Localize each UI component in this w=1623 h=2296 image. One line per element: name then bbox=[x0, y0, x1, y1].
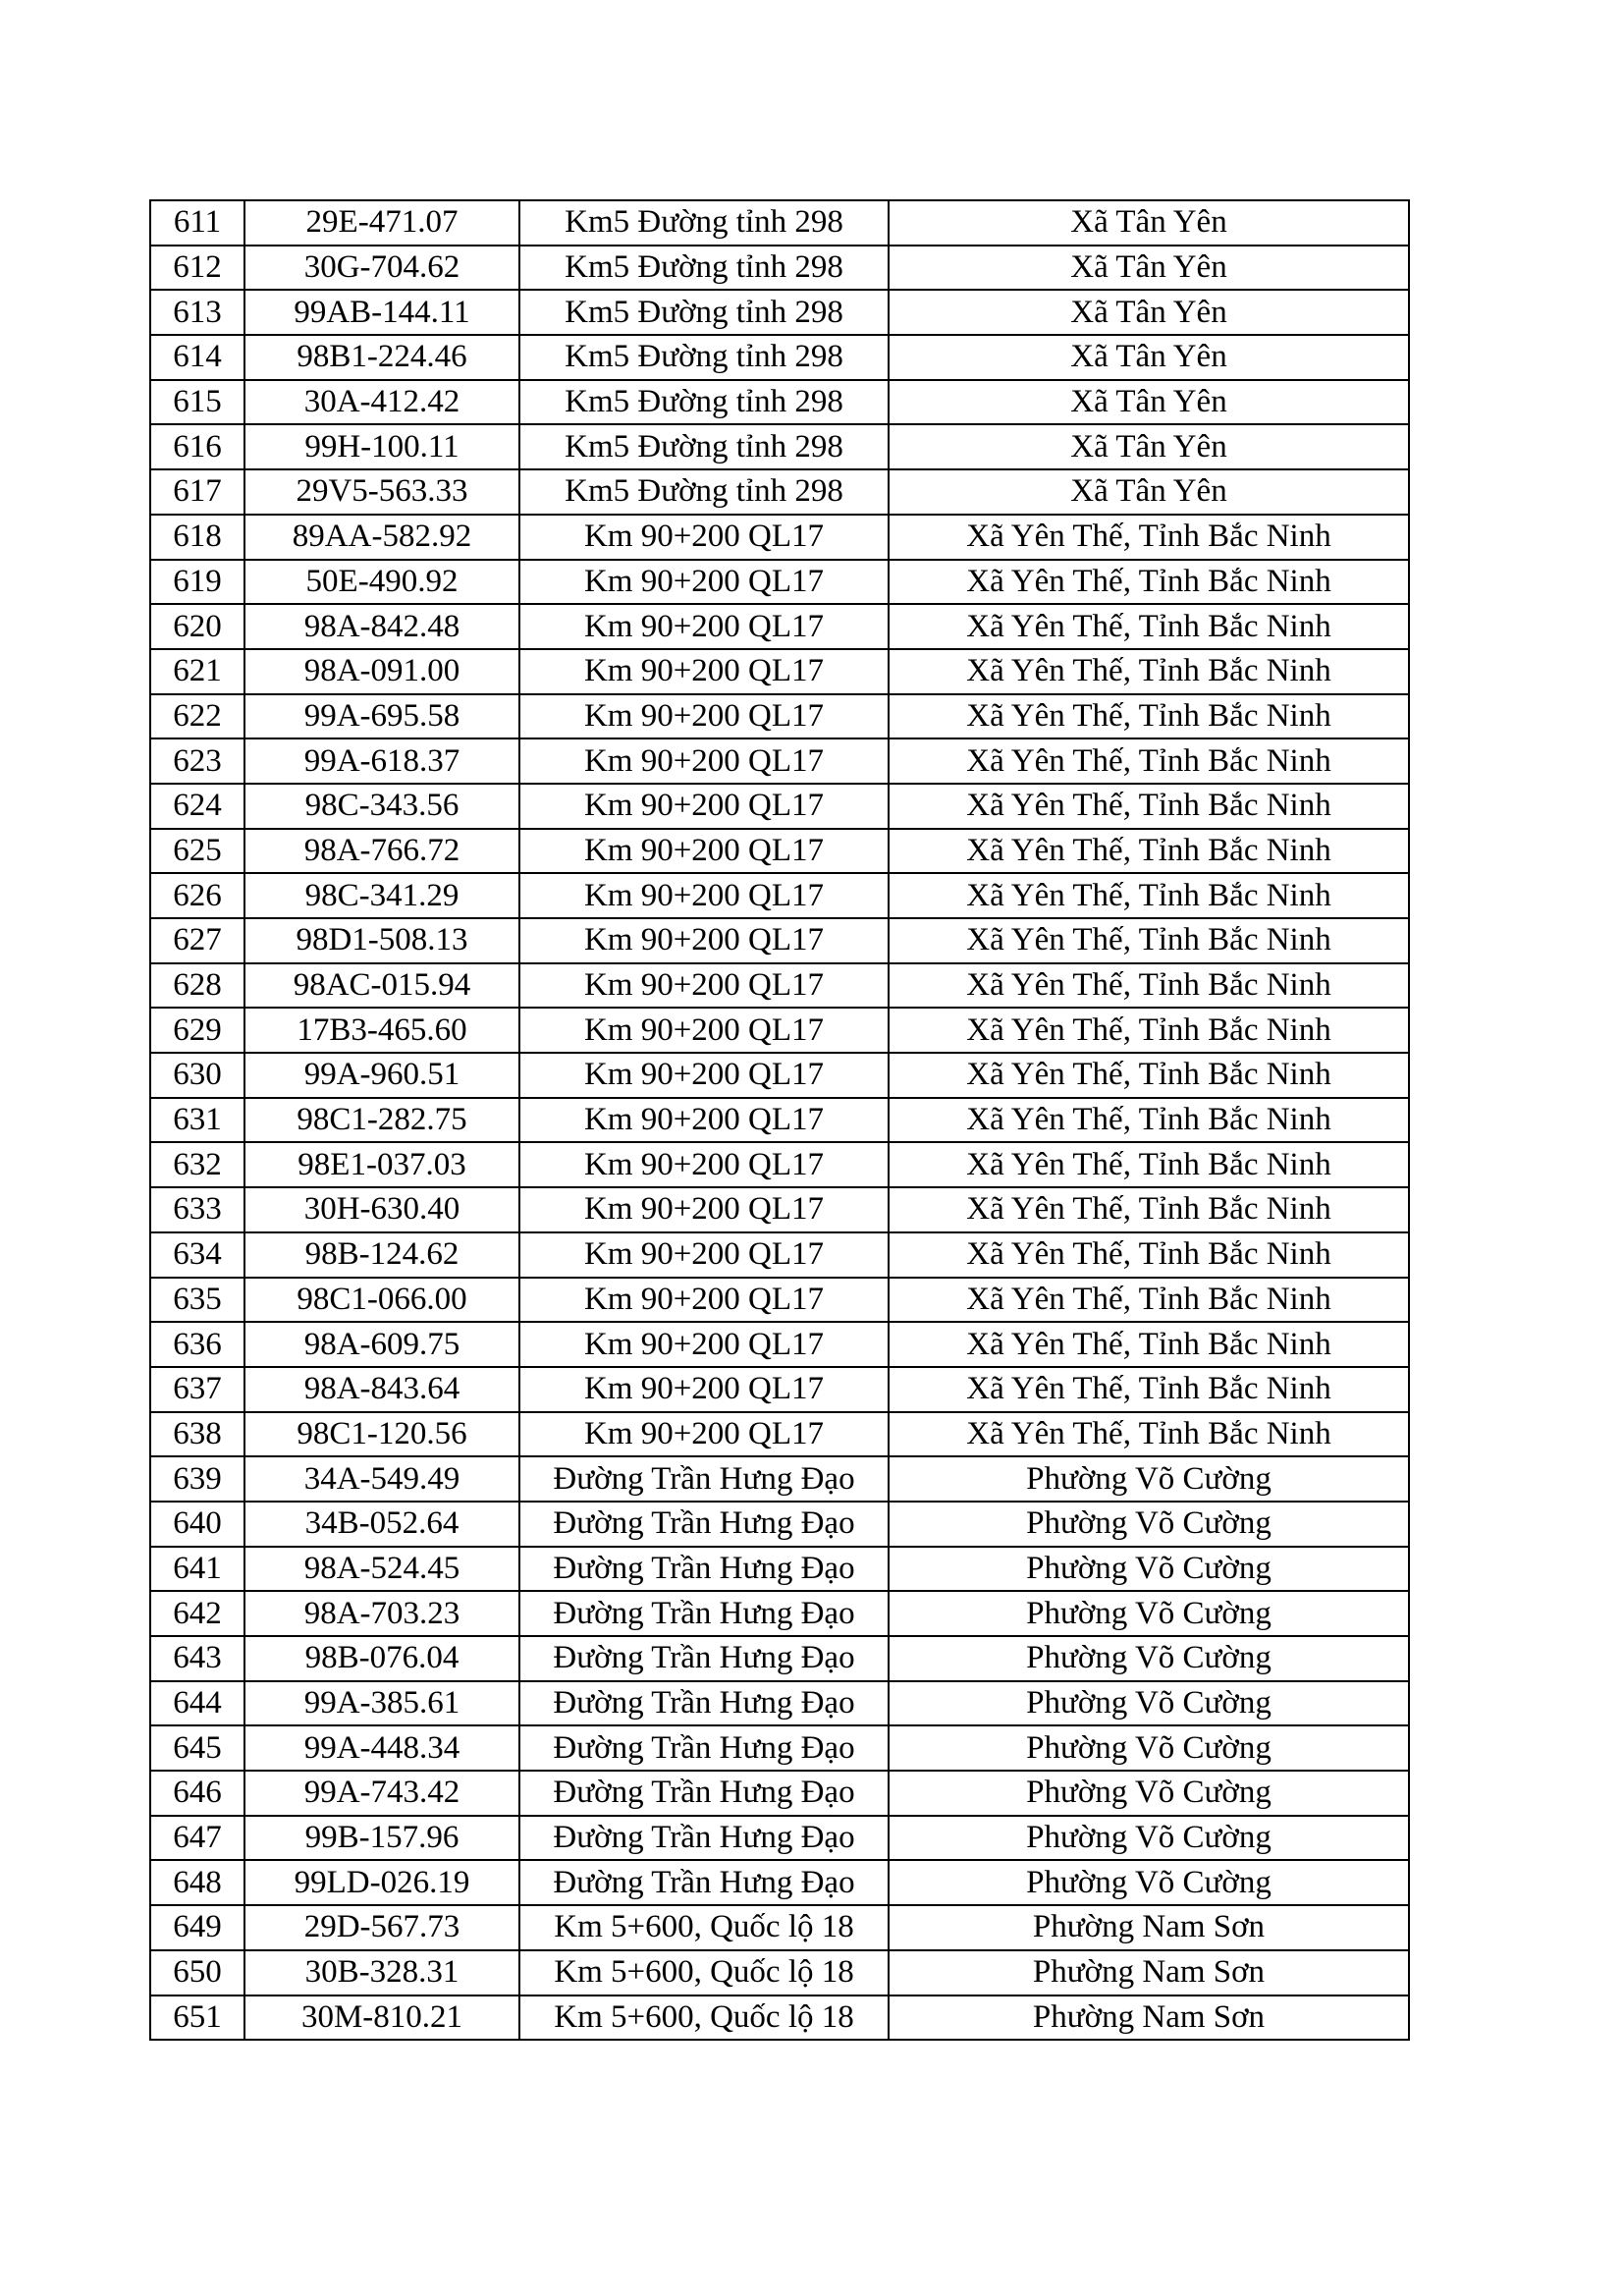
row-number-cell: 612 bbox=[150, 246, 244, 291]
table-row bbox=[150, 1681, 1409, 1726]
location-cell: Km5 Đường tỉnh 298 bbox=[519, 200, 889, 246]
table-row bbox=[150, 829, 1409, 874]
license-plate-cell: 30H-630.40 bbox=[244, 1187, 519, 1232]
table-row bbox=[150, 290, 1409, 335]
location-cell: Km 90+200 QL17 bbox=[519, 1142, 889, 1187]
row-number-cell: 650 bbox=[150, 1950, 244, 1995]
violation-table-body bbox=[150, 200, 1409, 2040]
unit-cell: Xã Yên Thế, Tỉnh Bắc Ninh bbox=[889, 829, 1409, 874]
table-row bbox=[150, 1412, 1409, 1457]
license-plate-cell: 98E1-037.03 bbox=[244, 1142, 519, 1187]
table-row bbox=[150, 200, 1409, 246]
row-number-cell: 623 bbox=[150, 738, 244, 784]
row-number-cell: 627 bbox=[150, 918, 244, 963]
table-row bbox=[150, 694, 1409, 739]
license-plate-cell: 50E-490.92 bbox=[244, 560, 519, 605]
row-number-cell: 648 bbox=[150, 1860, 244, 1905]
unit-cell: Xã Yên Thế, Tỉnh Bắc Ninh bbox=[889, 1367, 1409, 1412]
location-cell: Km 90+200 QL17 bbox=[519, 649, 889, 694]
row-number-cell: 634 bbox=[150, 1232, 244, 1278]
location-cell: Km 5+600, Quốc lộ 18 bbox=[519, 1950, 889, 1995]
license-plate-cell: 98A-091.00 bbox=[244, 649, 519, 694]
location-cell: Km5 Đường tỉnh 298 bbox=[519, 246, 889, 291]
table-row bbox=[150, 1456, 1409, 1502]
table-row bbox=[150, 1950, 1409, 1995]
row-number-cell: 613 bbox=[150, 290, 244, 335]
table-row bbox=[150, 1187, 1409, 1232]
location-cell: Đường Trần Hưng Đạo bbox=[519, 1456, 889, 1502]
location-cell: Km 90+200 QL17 bbox=[519, 963, 889, 1009]
row-number-cell: 622 bbox=[150, 694, 244, 739]
license-plate-cell: 29D-567.73 bbox=[244, 1905, 519, 1950]
location-cell: Km 5+600, Quốc lộ 18 bbox=[519, 1905, 889, 1950]
unit-cell: Xã Yên Thế, Tỉnh Bắc Ninh bbox=[889, 1232, 1409, 1278]
unit-cell: Phường Võ Cường bbox=[889, 1502, 1409, 1547]
unit-cell: Xã Yên Thế, Tỉnh Bắc Ninh bbox=[889, 1278, 1409, 1323]
table-row bbox=[150, 604, 1409, 649]
location-cell: Km 90+200 QL17 bbox=[519, 738, 889, 784]
table-row bbox=[150, 560, 1409, 605]
row-number-cell: 644 bbox=[150, 1681, 244, 1726]
row-number-cell: 651 bbox=[150, 1995, 244, 2041]
license-plate-cell: 99H-100.11 bbox=[244, 424, 519, 469]
license-plate-cell: 99B-157.96 bbox=[244, 1816, 519, 1861]
unit-cell: Xã Yên Thế, Tỉnh Bắc Ninh bbox=[889, 1142, 1409, 1187]
unit-cell: Phường Võ Cường bbox=[889, 1547, 1409, 1592]
location-cell: Km 90+200 QL17 bbox=[519, 694, 889, 739]
location-cell: Km 90+200 QL17 bbox=[519, 515, 889, 560]
license-plate-cell: 98B-076.04 bbox=[244, 1636, 519, 1681]
violation-table bbox=[149, 199, 1410, 2041]
row-number-cell: 614 bbox=[150, 335, 244, 380]
row-number-cell: 620 bbox=[150, 604, 244, 649]
unit-cell: Xã Tân Yên bbox=[889, 335, 1409, 380]
location-cell: Đường Trần Hưng Đạo bbox=[519, 1860, 889, 1905]
license-plate-cell: 98C1-120.56 bbox=[244, 1412, 519, 1457]
location-cell: Đường Trần Hưng Đạo bbox=[519, 1771, 889, 1816]
row-number-cell: 626 bbox=[150, 873, 244, 918]
location-cell: Km 90+200 QL17 bbox=[519, 918, 889, 963]
location-cell: Km 90+200 QL17 bbox=[519, 1367, 889, 1412]
license-plate-cell: 99A-448.34 bbox=[244, 1725, 519, 1771]
license-plate-cell: 98AC-015.94 bbox=[244, 963, 519, 1009]
row-number-cell: 637 bbox=[150, 1367, 244, 1412]
row-number-cell: 621 bbox=[150, 649, 244, 694]
location-cell: Km 90+200 QL17 bbox=[519, 1322, 889, 1367]
table-row bbox=[150, 738, 1409, 784]
unit-cell: Xã Yên Thế, Tỉnh Bắc Ninh bbox=[889, 560, 1409, 605]
license-plate-cell: 98A-842.48 bbox=[244, 604, 519, 649]
location-cell: Km 90+200 QL17 bbox=[519, 1053, 889, 1098]
license-plate-cell: 17B3-465.60 bbox=[244, 1008, 519, 1053]
license-plate-cell: 30B-328.31 bbox=[244, 1950, 519, 1995]
table-row bbox=[150, 246, 1409, 291]
table-row bbox=[150, 963, 1409, 1009]
location-cell: Km 90+200 QL17 bbox=[519, 1187, 889, 1232]
row-number-cell: 629 bbox=[150, 1008, 244, 1053]
unit-cell: Phường Võ Cường bbox=[889, 1681, 1409, 1726]
row-number-cell: 617 bbox=[150, 469, 244, 515]
license-plate-cell: 98C-341.29 bbox=[244, 873, 519, 918]
unit-cell: Phường Nam Sơn bbox=[889, 1950, 1409, 1995]
table-row bbox=[150, 1771, 1409, 1816]
row-number-cell: 618 bbox=[150, 515, 244, 560]
row-number-cell: 640 bbox=[150, 1502, 244, 1547]
unit-cell: Xã Yên Thế, Tỉnh Bắc Ninh bbox=[889, 694, 1409, 739]
location-cell: Km 90+200 QL17 bbox=[519, 604, 889, 649]
table-row bbox=[150, 1232, 1409, 1278]
unit-cell: Xã Yên Thế, Tỉnh Bắc Ninh bbox=[889, 604, 1409, 649]
location-cell: Km5 Đường tỉnh 298 bbox=[519, 335, 889, 380]
row-number-cell: 635 bbox=[150, 1278, 244, 1323]
table-row bbox=[150, 784, 1409, 829]
row-number-cell: 633 bbox=[150, 1187, 244, 1232]
location-cell: Đường Trần Hưng Đạo bbox=[519, 1547, 889, 1592]
row-number-cell: 628 bbox=[150, 963, 244, 1009]
table-row bbox=[150, 335, 1409, 380]
table-row bbox=[150, 515, 1409, 560]
unit-cell: Xã Yên Thế, Tỉnh Bắc Ninh bbox=[889, 515, 1409, 560]
location-cell: Km 90+200 QL17 bbox=[519, 1008, 889, 1053]
license-plate-cell: 98A-766.72 bbox=[244, 829, 519, 874]
license-plate-cell: 99A-385.61 bbox=[244, 1681, 519, 1726]
license-plate-cell: 98B-124.62 bbox=[244, 1232, 519, 1278]
license-plate-cell: 99A-618.37 bbox=[244, 738, 519, 784]
location-cell: Km 90+200 QL17 bbox=[519, 1232, 889, 1278]
license-plate-cell: 29E-471.07 bbox=[244, 200, 519, 246]
table-row bbox=[150, 1278, 1409, 1323]
table-row bbox=[150, 1008, 1409, 1053]
license-plate-cell: 99LD-026.19 bbox=[244, 1860, 519, 1905]
unit-cell: Xã Tân Yên bbox=[889, 469, 1409, 515]
unit-cell: Phường Võ Cường bbox=[889, 1456, 1409, 1502]
row-number-cell: 619 bbox=[150, 560, 244, 605]
row-number-cell: 624 bbox=[150, 784, 244, 829]
license-plate-cell: 98A-524.45 bbox=[244, 1547, 519, 1592]
license-plate-cell: 30M-810.21 bbox=[244, 1995, 519, 2041]
unit-cell: Xã Yên Thế, Tỉnh Bắc Ninh bbox=[889, 918, 1409, 963]
unit-cell: Xã Yên Thế, Tỉnh Bắc Ninh bbox=[889, 784, 1409, 829]
unit-cell: Xã Tân Yên bbox=[889, 290, 1409, 335]
unit-cell: Xã Yên Thế, Tỉnh Bắc Ninh bbox=[889, 873, 1409, 918]
table-row bbox=[150, 918, 1409, 963]
location-cell: Đường Trần Hưng Đạo bbox=[519, 1725, 889, 1771]
unit-cell: Phường Võ Cường bbox=[889, 1816, 1409, 1861]
location-cell: Km 90+200 QL17 bbox=[519, 560, 889, 605]
license-plate-cell: 99A-695.58 bbox=[244, 694, 519, 739]
license-plate-cell: 30A-412.42 bbox=[244, 380, 519, 425]
location-cell: Đường Trần Hưng Đạo bbox=[519, 1816, 889, 1861]
table-row bbox=[150, 1816, 1409, 1861]
row-number-cell: 645 bbox=[150, 1725, 244, 1771]
location-cell: Km 90+200 QL17 bbox=[519, 1098, 889, 1143]
location-cell: Km 5+600, Quốc lộ 18 bbox=[519, 1995, 889, 2041]
table-row bbox=[150, 1322, 1409, 1367]
table-row bbox=[150, 873, 1409, 918]
table-row bbox=[150, 424, 1409, 469]
table-row bbox=[150, 1591, 1409, 1636]
table-row bbox=[150, 1053, 1409, 1098]
license-plate-cell: 98C1-066.00 bbox=[244, 1278, 519, 1323]
location-cell: Km 90+200 QL17 bbox=[519, 784, 889, 829]
row-number-cell: 611 bbox=[150, 200, 244, 246]
location-cell: Đường Trần Hưng Đạo bbox=[519, 1502, 889, 1547]
license-plate-cell: 99A-743.42 bbox=[244, 1771, 519, 1816]
location-cell: Km5 Đường tỉnh 298 bbox=[519, 290, 889, 335]
unit-cell: Xã Tân Yên bbox=[889, 200, 1409, 246]
unit-cell: Xã Yên Thế, Tỉnh Bắc Ninh bbox=[889, 1053, 1409, 1098]
unit-cell: Xã Yên Thế, Tỉnh Bắc Ninh bbox=[889, 738, 1409, 784]
row-number-cell: 646 bbox=[150, 1771, 244, 1816]
unit-cell: Xã Yên Thế, Tỉnh Bắc Ninh bbox=[889, 1322, 1409, 1367]
license-plate-cell: 98B1-224.46 bbox=[244, 335, 519, 380]
location-cell: Km5 Đường tỉnh 298 bbox=[519, 469, 889, 515]
row-number-cell: 632 bbox=[150, 1142, 244, 1187]
table-row bbox=[150, 1367, 1409, 1412]
location-cell: Km 90+200 QL17 bbox=[519, 829, 889, 874]
license-plate-cell: 99A-960.51 bbox=[244, 1053, 519, 1098]
row-number-cell: 639 bbox=[150, 1456, 244, 1502]
location-cell: Km 90+200 QL17 bbox=[519, 1278, 889, 1323]
license-plate-cell: 89AA-582.92 bbox=[244, 515, 519, 560]
row-number-cell: 636 bbox=[150, 1322, 244, 1367]
row-number-cell: 643 bbox=[150, 1636, 244, 1681]
location-cell: Đường Trần Hưng Đạo bbox=[519, 1681, 889, 1726]
unit-cell: Phường Võ Cường bbox=[889, 1771, 1409, 1816]
unit-cell: Xã Yên Thế, Tỉnh Bắc Ninh bbox=[889, 1098, 1409, 1143]
row-number-cell: 641 bbox=[150, 1547, 244, 1592]
unit-cell: Xã Yên Thế, Tỉnh Bắc Ninh bbox=[889, 1412, 1409, 1457]
unit-cell: Phường Nam Sơn bbox=[889, 1995, 1409, 2041]
unit-cell: Phường Nam Sơn bbox=[889, 1905, 1409, 1950]
license-plate-cell: 98C1-282.75 bbox=[244, 1098, 519, 1143]
table-row bbox=[150, 380, 1409, 425]
unit-cell: Phường Võ Cường bbox=[889, 1636, 1409, 1681]
location-cell: Km 90+200 QL17 bbox=[519, 1412, 889, 1457]
unit-cell: Phường Võ Cường bbox=[889, 1725, 1409, 1771]
row-number-cell: 630 bbox=[150, 1053, 244, 1098]
location-cell: Km5 Đường tỉnh 298 bbox=[519, 380, 889, 425]
license-plate-cell: 30G-704.62 bbox=[244, 246, 519, 291]
license-plate-cell: 98A-609.75 bbox=[244, 1322, 519, 1367]
row-number-cell: 649 bbox=[150, 1905, 244, 1950]
license-plate-cell: 98A-703.23 bbox=[244, 1591, 519, 1636]
table-row bbox=[150, 1547, 1409, 1592]
location-cell: Đường Trần Hưng Đạo bbox=[519, 1636, 889, 1681]
license-plate-cell: 98C-343.56 bbox=[244, 784, 519, 829]
table-row bbox=[150, 1860, 1409, 1905]
table-row bbox=[150, 1502, 1409, 1547]
unit-cell: Xã Tân Yên bbox=[889, 246, 1409, 291]
table-row bbox=[150, 1995, 1409, 2041]
license-plate-cell: 98A-843.64 bbox=[244, 1367, 519, 1412]
license-plate-cell: 29V5-563.33 bbox=[244, 469, 519, 515]
row-number-cell: 615 bbox=[150, 380, 244, 425]
unit-cell: Xã Yên Thế, Tỉnh Bắc Ninh bbox=[889, 649, 1409, 694]
unit-cell: Xã Tân Yên bbox=[889, 424, 1409, 469]
table-row bbox=[150, 1098, 1409, 1143]
location-cell: Km5 Đường tỉnh 298 bbox=[519, 424, 889, 469]
license-plate-cell: 99AB-144.11 bbox=[244, 290, 519, 335]
row-number-cell: 631 bbox=[150, 1098, 244, 1143]
location-cell: Km 90+200 QL17 bbox=[519, 873, 889, 918]
unit-cell: Phường Võ Cường bbox=[889, 1591, 1409, 1636]
table-row bbox=[150, 1142, 1409, 1187]
unit-cell: Xã Yên Thế, Tỉnh Bắc Ninh bbox=[889, 963, 1409, 1009]
table-row bbox=[150, 1636, 1409, 1681]
license-plate-cell: 34A-549.49 bbox=[244, 1456, 519, 1502]
table-row bbox=[150, 1905, 1409, 1950]
unit-cell: Xã Tân Yên bbox=[889, 380, 1409, 425]
table-row bbox=[150, 469, 1409, 515]
unit-cell: Xã Yên Thế, Tỉnh Bắc Ninh bbox=[889, 1008, 1409, 1053]
row-number-cell: 642 bbox=[150, 1591, 244, 1636]
unit-cell: Xã Yên Thế, Tỉnh Bắc Ninh bbox=[889, 1187, 1409, 1232]
table-row bbox=[150, 1725, 1409, 1771]
row-number-cell: 638 bbox=[150, 1412, 244, 1457]
unit-cell: Phường Võ Cường bbox=[889, 1860, 1409, 1905]
row-number-cell: 616 bbox=[150, 424, 244, 469]
row-number-cell: 625 bbox=[150, 829, 244, 874]
location-cell: Đường Trần Hưng Đạo bbox=[519, 1591, 889, 1636]
license-plate-cell: 98D1-508.13 bbox=[244, 918, 519, 963]
table-row bbox=[150, 649, 1409, 694]
license-plate-cell: 34B-052.64 bbox=[244, 1502, 519, 1547]
row-number-cell: 647 bbox=[150, 1816, 244, 1861]
